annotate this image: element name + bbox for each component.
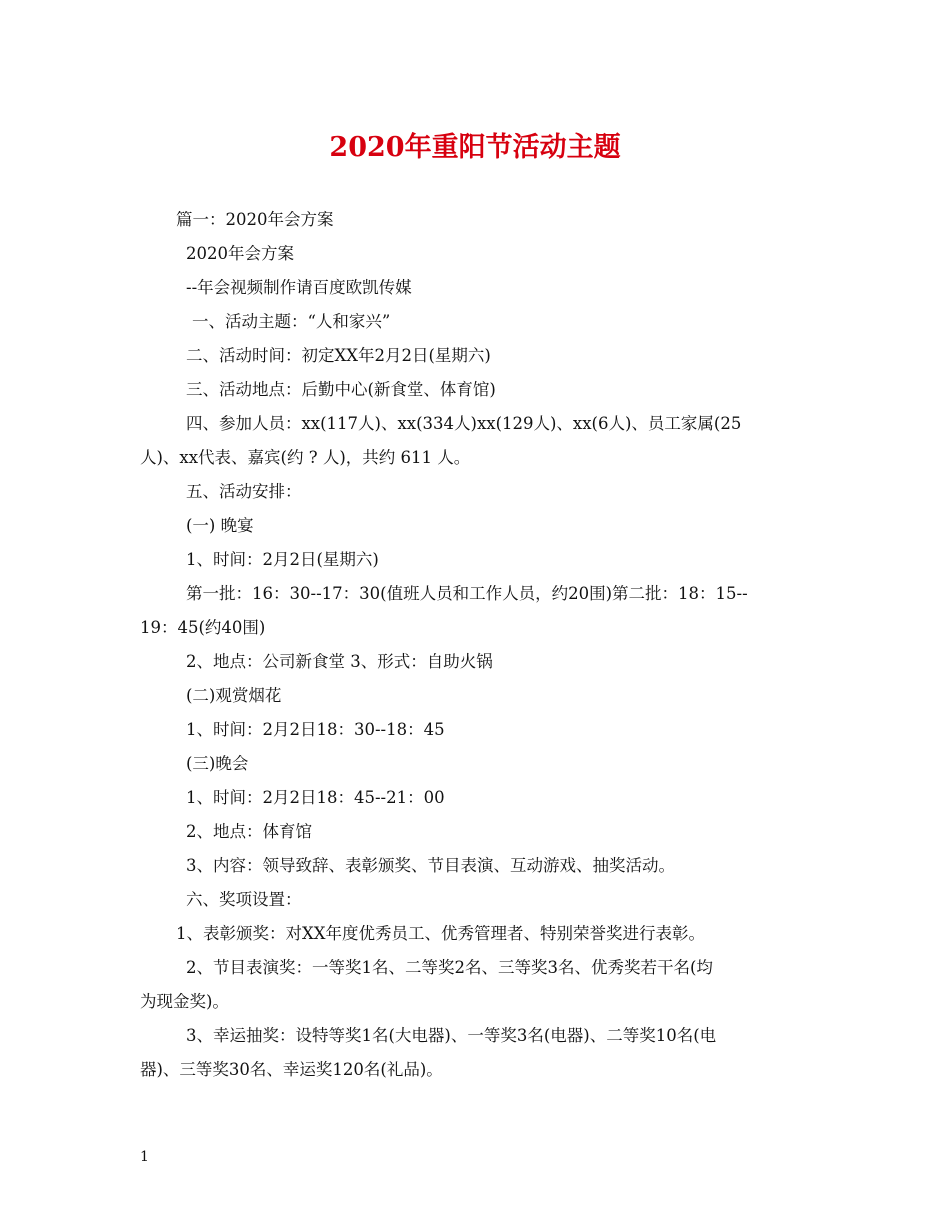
body-line: 为现金奖)。 xyxy=(140,992,229,1011)
body-line: 3、内容：领导致辞、表彰颁奖、节目表演、互动游戏、抽奖活动。 xyxy=(186,856,675,875)
body-line: --年会视频制作请百度欧凯传媒 xyxy=(186,278,412,297)
body-line: 1、时间：2月2日18：30--18：45 xyxy=(186,720,445,739)
body-line: 2、节目表演奖：一等奖1名、二等奖2名、三等奖3名、优秀奖若干名(均 xyxy=(186,958,713,977)
body-line: (三)晚会 xyxy=(186,754,249,773)
body-line: 三、活动地点：后勤中心(新食堂、体育馆) xyxy=(186,380,496,399)
body-line: 1、表彰颁奖：对XX年度优秀员工、优秀管理者、特别荣誉奖进行表彰。 xyxy=(176,924,705,943)
body-line: 器)、三等奖30名、幸运奖120名(礼品)。 xyxy=(140,1060,443,1079)
body-line: 3、幸运抽奖：设特等奖1名(大电器)、一等奖3名(电器)、二等奖10名(电 xyxy=(186,1026,717,1045)
body-line: 六、奖项设置： xyxy=(186,890,302,909)
body-line: 2、地点：公司新食堂 3、形式：自助火锅 xyxy=(186,652,493,671)
body-line: 一、活动主题：“人和家兴” xyxy=(192,312,391,331)
page-number: 1 xyxy=(140,1149,149,1165)
body-line: 篇一：2020年会方案 xyxy=(176,210,334,229)
document-title: 2020年重阳节活动主题 xyxy=(329,132,621,163)
body-line: 19：45(约40围) xyxy=(140,618,266,637)
body-line: 二、活动时间：初定XX年2月2日(星期六) xyxy=(186,346,491,365)
body-line: (一) 晚宴 xyxy=(186,516,254,535)
body-line: 2020年会方案 xyxy=(186,244,294,263)
body-line: 四、参加人员：xx(117人)、xx(334人)xx(129人)、xx(6人)、员工家属(25 xyxy=(186,414,742,433)
body-line: 第一批：16：30--17：30(值班人员和工作人员，约20围)第二批：18：15-- xyxy=(186,584,748,603)
document-body xyxy=(140,203,815,1087)
body-line: 1、时间：2月2日(星期六) xyxy=(186,550,379,569)
body-line: 人)、xx代表、嘉宾(约 ? 人)，共约 611 人。 xyxy=(140,448,471,467)
body-line: (二)观赏烟花 xyxy=(186,686,282,705)
body-line: 五、活动安排： xyxy=(186,482,302,501)
body-line: 2、地点：体育馆 xyxy=(186,822,312,841)
body-line: 1、时间：2月2日18：45--21：00 xyxy=(186,788,445,807)
